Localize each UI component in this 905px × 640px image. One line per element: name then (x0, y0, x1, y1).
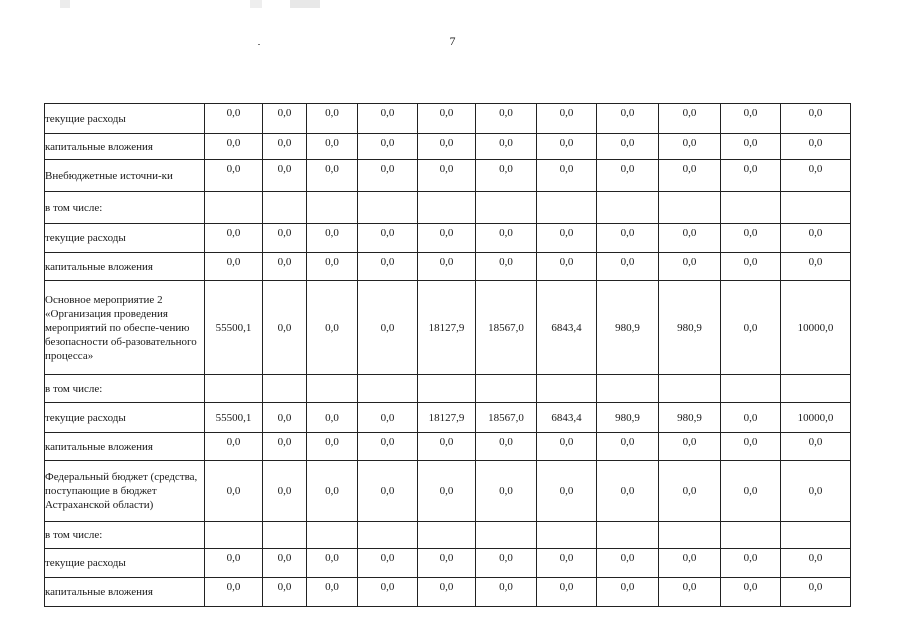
value-cell: 0,0 (476, 104, 537, 134)
value-cell: 0,0 (205, 160, 263, 192)
table-row (45, 281, 851, 375)
value-cell: 0,0 (358, 461, 418, 522)
value-cell: 0,0 (659, 104, 721, 134)
table-row (45, 433, 851, 461)
value-cell: 0,0 (597, 578, 659, 607)
value-cell (781, 522, 851, 549)
row-label: капитальные вложения (45, 134, 205, 160)
value-cell: 0,0 (358, 253, 418, 281)
value-cell: 0,0 (597, 134, 659, 160)
value-cell: 0,0 (205, 224, 263, 253)
value-cell: 0,0 (205, 104, 263, 134)
value-cell (307, 192, 358, 224)
value-cell: 0,0 (781, 461, 851, 522)
row-label: в том числе: (45, 375, 205, 403)
value-cell (597, 192, 659, 224)
table-row (45, 403, 851, 433)
value-cell: 0,0 (418, 578, 476, 607)
value-cell: 0,0 (307, 160, 358, 192)
value-cell: 0,0 (476, 134, 537, 160)
value-cell (721, 522, 781, 549)
table-row (45, 578, 851, 607)
value-cell (307, 375, 358, 403)
table-row (45, 549, 851, 578)
value-cell (358, 192, 418, 224)
value-cell (721, 375, 781, 403)
value-cell (537, 522, 597, 549)
value-cell: 0,0 (205, 461, 263, 522)
value-cell: 0,0 (597, 461, 659, 522)
value-cell: 0,0 (205, 433, 263, 461)
value-cell: 0,0 (263, 549, 307, 578)
value-cell: 0,0 (418, 433, 476, 461)
value-cell: 0,0 (307, 104, 358, 134)
value-cell: 0,0 (597, 224, 659, 253)
value-cell: 0,0 (358, 224, 418, 253)
value-cell: 0,0 (263, 253, 307, 281)
value-cell: 0,0 (659, 549, 721, 578)
value-cell: 0,0 (721, 578, 781, 607)
value-cell (659, 375, 721, 403)
value-cell: 0,0 (358, 549, 418, 578)
value-cell: 0,0 (476, 461, 537, 522)
value-cell (476, 192, 537, 224)
table-row (45, 104, 851, 134)
value-cell (263, 375, 307, 403)
value-cell: 0,0 (597, 253, 659, 281)
value-cell: 0,0 (476, 549, 537, 578)
value-cell: 980,9 (597, 281, 659, 375)
value-cell: 0,0 (476, 224, 537, 253)
row-label: Основное мероприятие 2 «Организация проведения мероприятий по обеспе-чению безопасности об-разовательного процесса» (45, 281, 205, 375)
value-cell: 0,0 (659, 134, 721, 160)
value-cell: 0,0 (476, 578, 537, 607)
value-cell: 0,0 (781, 578, 851, 607)
table-row (45, 192, 851, 224)
value-cell (597, 522, 659, 549)
value-cell: 0,0 (781, 160, 851, 192)
value-cell: 0,0 (659, 224, 721, 253)
value-cell: 0,0 (597, 160, 659, 192)
value-cell: 10000,0 (781, 281, 851, 375)
value-cell: 0,0 (537, 433, 597, 461)
value-cell (537, 375, 597, 403)
value-cell: 0,0 (659, 461, 721, 522)
table-row (45, 522, 851, 549)
value-cell: 10000,0 (781, 403, 851, 433)
value-cell: 0,0 (537, 461, 597, 522)
value-cell: 0,0 (307, 433, 358, 461)
value-cell: 0,0 (537, 549, 597, 578)
value-cell: 0,0 (263, 134, 307, 160)
value-cell: 0,0 (418, 104, 476, 134)
value-cell: 0,0 (721, 104, 781, 134)
value-cell: 0,0 (476, 253, 537, 281)
row-label: капитальные вложения (45, 578, 205, 607)
value-cell: 0,0 (597, 104, 659, 134)
value-cell: 980,9 (659, 281, 721, 375)
value-cell: 18567,0 (476, 403, 537, 433)
value-cell (476, 522, 537, 549)
value-cell: 0,0 (659, 578, 721, 607)
value-cell: 0,0 (307, 253, 358, 281)
value-cell: 0,0 (418, 549, 476, 578)
value-cell: 0,0 (418, 134, 476, 160)
value-cell (205, 192, 263, 224)
value-cell: 0,0 (721, 403, 781, 433)
value-cell: 0,0 (358, 403, 418, 433)
table-row (45, 134, 851, 160)
value-cell (418, 375, 476, 403)
table-row (45, 461, 851, 522)
value-cell: 0,0 (263, 281, 307, 375)
row-label: в том числе: (45, 192, 205, 224)
value-cell: 0,0 (537, 578, 597, 607)
value-cell (597, 375, 659, 403)
value-cell: 0,0 (205, 253, 263, 281)
value-cell: 0,0 (307, 134, 358, 160)
value-cell (358, 522, 418, 549)
value-cell: 980,9 (597, 403, 659, 433)
row-label: капитальные вложения (45, 433, 205, 461)
value-cell: 0,0 (537, 224, 597, 253)
value-cell: 0,0 (781, 253, 851, 281)
value-cell (659, 192, 721, 224)
value-cell: 6843,4 (537, 281, 597, 375)
value-cell: 0,0 (781, 224, 851, 253)
value-cell: 0,0 (418, 253, 476, 281)
value-cell: 0,0 (418, 461, 476, 522)
value-cell (205, 375, 263, 403)
value-cell: 0,0 (263, 104, 307, 134)
value-cell: 0,0 (358, 134, 418, 160)
value-cell: 0,0 (205, 549, 263, 578)
row-label: текущие расходы (45, 403, 205, 433)
value-cell: 0,0 (358, 104, 418, 134)
row-label: Внебюджетные источни-ки (45, 160, 205, 192)
table-row (45, 160, 851, 192)
value-cell: 0,0 (781, 433, 851, 461)
value-cell (418, 522, 476, 549)
budget-table (44, 103, 851, 607)
value-cell (781, 192, 851, 224)
value-cell: 0,0 (263, 433, 307, 461)
row-label: текущие расходы (45, 104, 205, 134)
value-cell: 0,0 (358, 578, 418, 607)
row-label: капитальные вложения (45, 253, 205, 281)
value-cell: 55500,1 (205, 281, 263, 375)
table-row (45, 224, 851, 253)
value-cell: 0,0 (721, 549, 781, 578)
value-cell: 18127,9 (418, 281, 476, 375)
value-cell: 0,0 (597, 433, 659, 461)
value-cell: 0,0 (307, 403, 358, 433)
row-label: текущие расходы (45, 549, 205, 578)
value-cell: 0,0 (263, 578, 307, 607)
value-cell: 0,0 (307, 549, 358, 578)
value-cell (205, 522, 263, 549)
value-cell: 18567,0 (476, 281, 537, 375)
value-cell: 0,0 (597, 549, 659, 578)
value-cell: 0,0 (781, 549, 851, 578)
value-cell: 0,0 (537, 160, 597, 192)
value-cell: 980,9 (659, 403, 721, 433)
value-cell: 0,0 (721, 134, 781, 160)
value-cell: 0,0 (721, 160, 781, 192)
value-cell: 0,0 (476, 160, 537, 192)
value-cell (659, 522, 721, 549)
value-cell: 0,0 (358, 160, 418, 192)
value-cell: 0,0 (537, 104, 597, 134)
value-cell: 0,0 (263, 224, 307, 253)
value-cell: 0,0 (781, 134, 851, 160)
value-cell: 55500,1 (205, 403, 263, 433)
value-cell: 0,0 (205, 134, 263, 160)
row-label: текущие расходы (45, 224, 205, 253)
value-cell (476, 375, 537, 403)
table-row (45, 375, 851, 403)
value-cell: 0,0 (659, 253, 721, 281)
value-cell: 0,0 (358, 281, 418, 375)
value-cell (358, 375, 418, 403)
value-cell: 0,0 (537, 134, 597, 160)
value-cell: 6843,4 (537, 403, 597, 433)
scan-artifacts (0, 0, 905, 8)
value-cell: 0,0 (659, 160, 721, 192)
value-cell: 0,0 (418, 224, 476, 253)
table-body (45, 104, 851, 607)
value-cell (307, 522, 358, 549)
value-cell: 18127,9 (418, 403, 476, 433)
value-cell: 0,0 (659, 433, 721, 461)
value-cell: 0,0 (307, 461, 358, 522)
value-cell: 0,0 (358, 433, 418, 461)
value-cell (263, 522, 307, 549)
value-cell (263, 192, 307, 224)
value-cell: 0,0 (721, 281, 781, 375)
page-number: 7 (449, 34, 456, 48)
value-cell: 0,0 (205, 578, 263, 607)
value-cell (418, 192, 476, 224)
value-cell: 0,0 (721, 461, 781, 522)
value-cell: 0,0 (721, 433, 781, 461)
value-cell (537, 192, 597, 224)
value-cell (721, 192, 781, 224)
value-cell: 0,0 (307, 281, 358, 375)
value-cell: 0,0 (476, 433, 537, 461)
value-cell: 0,0 (418, 160, 476, 192)
value-cell: 0,0 (781, 104, 851, 134)
table-row (45, 253, 851, 281)
value-cell: 0,0 (263, 160, 307, 192)
value-cell: 0,0 (721, 253, 781, 281)
row-label: в том числе: (45, 522, 205, 549)
value-cell: 0,0 (263, 461, 307, 522)
value-cell: 0,0 (307, 224, 358, 253)
value-cell (781, 375, 851, 403)
value-cell: 0,0 (721, 224, 781, 253)
row-label: Федеральный бюджет (средства, поступающие в бюджет Астраханской области) (45, 461, 205, 522)
value-cell: 0,0 (307, 578, 358, 607)
value-cell: 0,0 (263, 403, 307, 433)
value-cell: 0,0 (537, 253, 597, 281)
